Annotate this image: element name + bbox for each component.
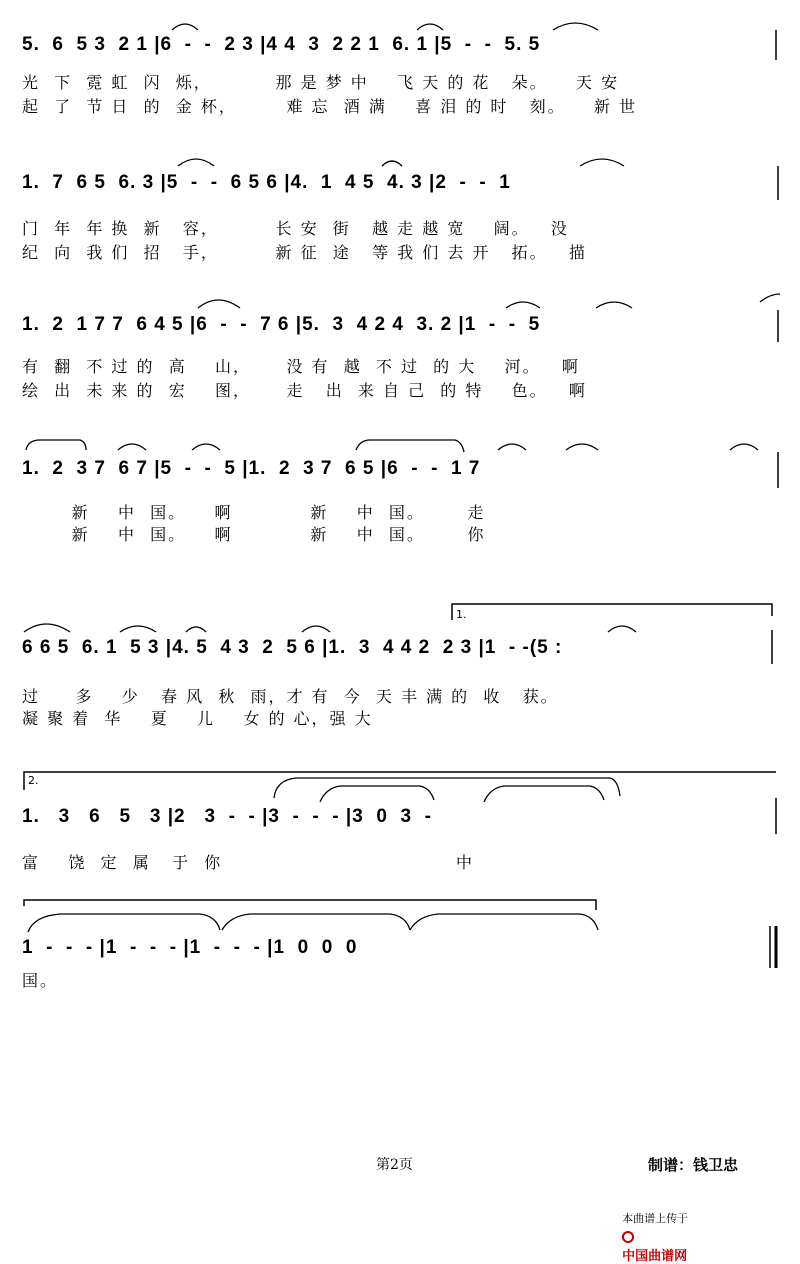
system-5-verse-2: 凝 聚 着 华 夏 儿 女 的 心，强 大 <box>22 709 373 728</box>
volta-2-label: 2. <box>28 774 39 787</box>
slur <box>26 440 86 450</box>
slur <box>417 24 443 30</box>
slur <box>222 914 410 930</box>
slur <box>382 161 402 166</box>
system-6-verse-1: 富 饶 定 属 于 你 中 <box>22 853 474 872</box>
slur <box>760 294 780 302</box>
volta-1-bracket <box>452 604 772 620</box>
system-7-notes: 1 - - - |1 - - - |1 - - - |1 0 0 0 <box>22 937 358 958</box>
system-4-notes: 1. 2 3 7 6 7 |5 - - 5 |1. 2 3 7 6 5 |6 - - 1 7 <box>22 458 481 479</box>
tie-bracket <box>24 900 596 910</box>
slur <box>566 444 598 450</box>
system-1-notes: 5. 6 5 3 2 1 |6 - - 2 3 |4 4 3 2 2 1 6. 1 |5 - - 5. 5 <box>22 34 541 55</box>
system-1-verse-1: 光 下 霓 虹 闪 烁， 那 是 梦 中 飞 天 的 花 朵。 天 安 <box>22 73 620 92</box>
slur <box>498 444 526 450</box>
site-name[interactable]: 中国曲谱网 <box>622 1249 688 1264</box>
slur <box>730 444 758 450</box>
arranger-credit: 制谱：钱卫忠 <box>648 1156 739 1174</box>
system-1-verse-2: 起 了 节 日 的 金 杯， 难 忘 酒 满 喜 泪 的 时 刻。 新 世 <box>22 97 638 116</box>
slur <box>28 914 220 932</box>
slur <box>172 24 198 30</box>
system-3-notes: 1. 2 1 7 7 6 4 5 |6 - - 7 6 |5. 3 4 2 4 3. 2 |1 - - 5 <box>22 314 541 335</box>
site-logo-icon <box>622 1231 634 1243</box>
slur <box>553 23 598 30</box>
slur <box>410 914 598 930</box>
slur <box>198 300 240 308</box>
system-3-verse-2: 绘 出 未 来 的 宏 图， 走 出 来 自 己 的 特 色。 啊 <box>22 381 587 400</box>
system-2-notes: 1. 7 6 5 6. 3 |5 - - 6 5 6 |4. 1 4 5 4. 3 |2 - - 1 <box>22 172 511 193</box>
system-5-notes: 6 6 5 6. 1 5 3 |4. 5 4 3 2 5 6 |1. 3 4 4 2 2 3 |1 - -(5 : <box>22 637 563 658</box>
upload-note: 本曲谱上传于 <box>622 1212 689 1225</box>
system-2-verse-1: 门 年 年 换 新 容， 长 安 街 越 走 越 宽 阔。 没 <box>22 219 569 238</box>
slur <box>24 624 70 632</box>
slur <box>596 302 632 308</box>
slur <box>356 440 464 452</box>
slur <box>274 778 620 798</box>
slur <box>178 159 214 166</box>
slur <box>120 626 156 632</box>
volta-1-label: 1. <box>456 608 467 621</box>
system-2-verse-2: 纪 向 我 们 招 手， 新 征 途 等 我 们 去 开 拓。 描 <box>22 243 587 262</box>
slur <box>484 786 604 802</box>
system-4-verse-1: 新 中 国。 啊 新 中 国。 走 <box>22 503 486 522</box>
volta-2-bracket <box>24 772 776 790</box>
slur <box>192 444 220 450</box>
system-4-verse-2: 新 中 国。 啊 新 中 国。 你 <box>22 525 486 544</box>
system-5-verse-1: 过 多 少 春 风 秋 雨，才 有 今 天 丰 满 的 收 获。 <box>22 687 559 706</box>
slur <box>506 302 540 308</box>
slur <box>118 444 146 450</box>
slur <box>608 626 636 632</box>
site-credit <box>612 1188 688 1264</box>
slur <box>580 159 624 166</box>
system-3-verse-1: 有 翻 不 过 的 高 山， 没 有 越 不 过 的 大 河。 啊 <box>22 357 580 376</box>
system-7-verse-1: 国。 <box>22 971 59 990</box>
slur <box>320 786 434 802</box>
system-6-notes: 1. 3 6 5 3 |2 3 - - |3 - - - |3 0 3 - <box>22 806 432 827</box>
slur <box>302 626 330 632</box>
slur <box>186 627 206 632</box>
page-number: 第2页 <box>376 1157 413 1173</box>
